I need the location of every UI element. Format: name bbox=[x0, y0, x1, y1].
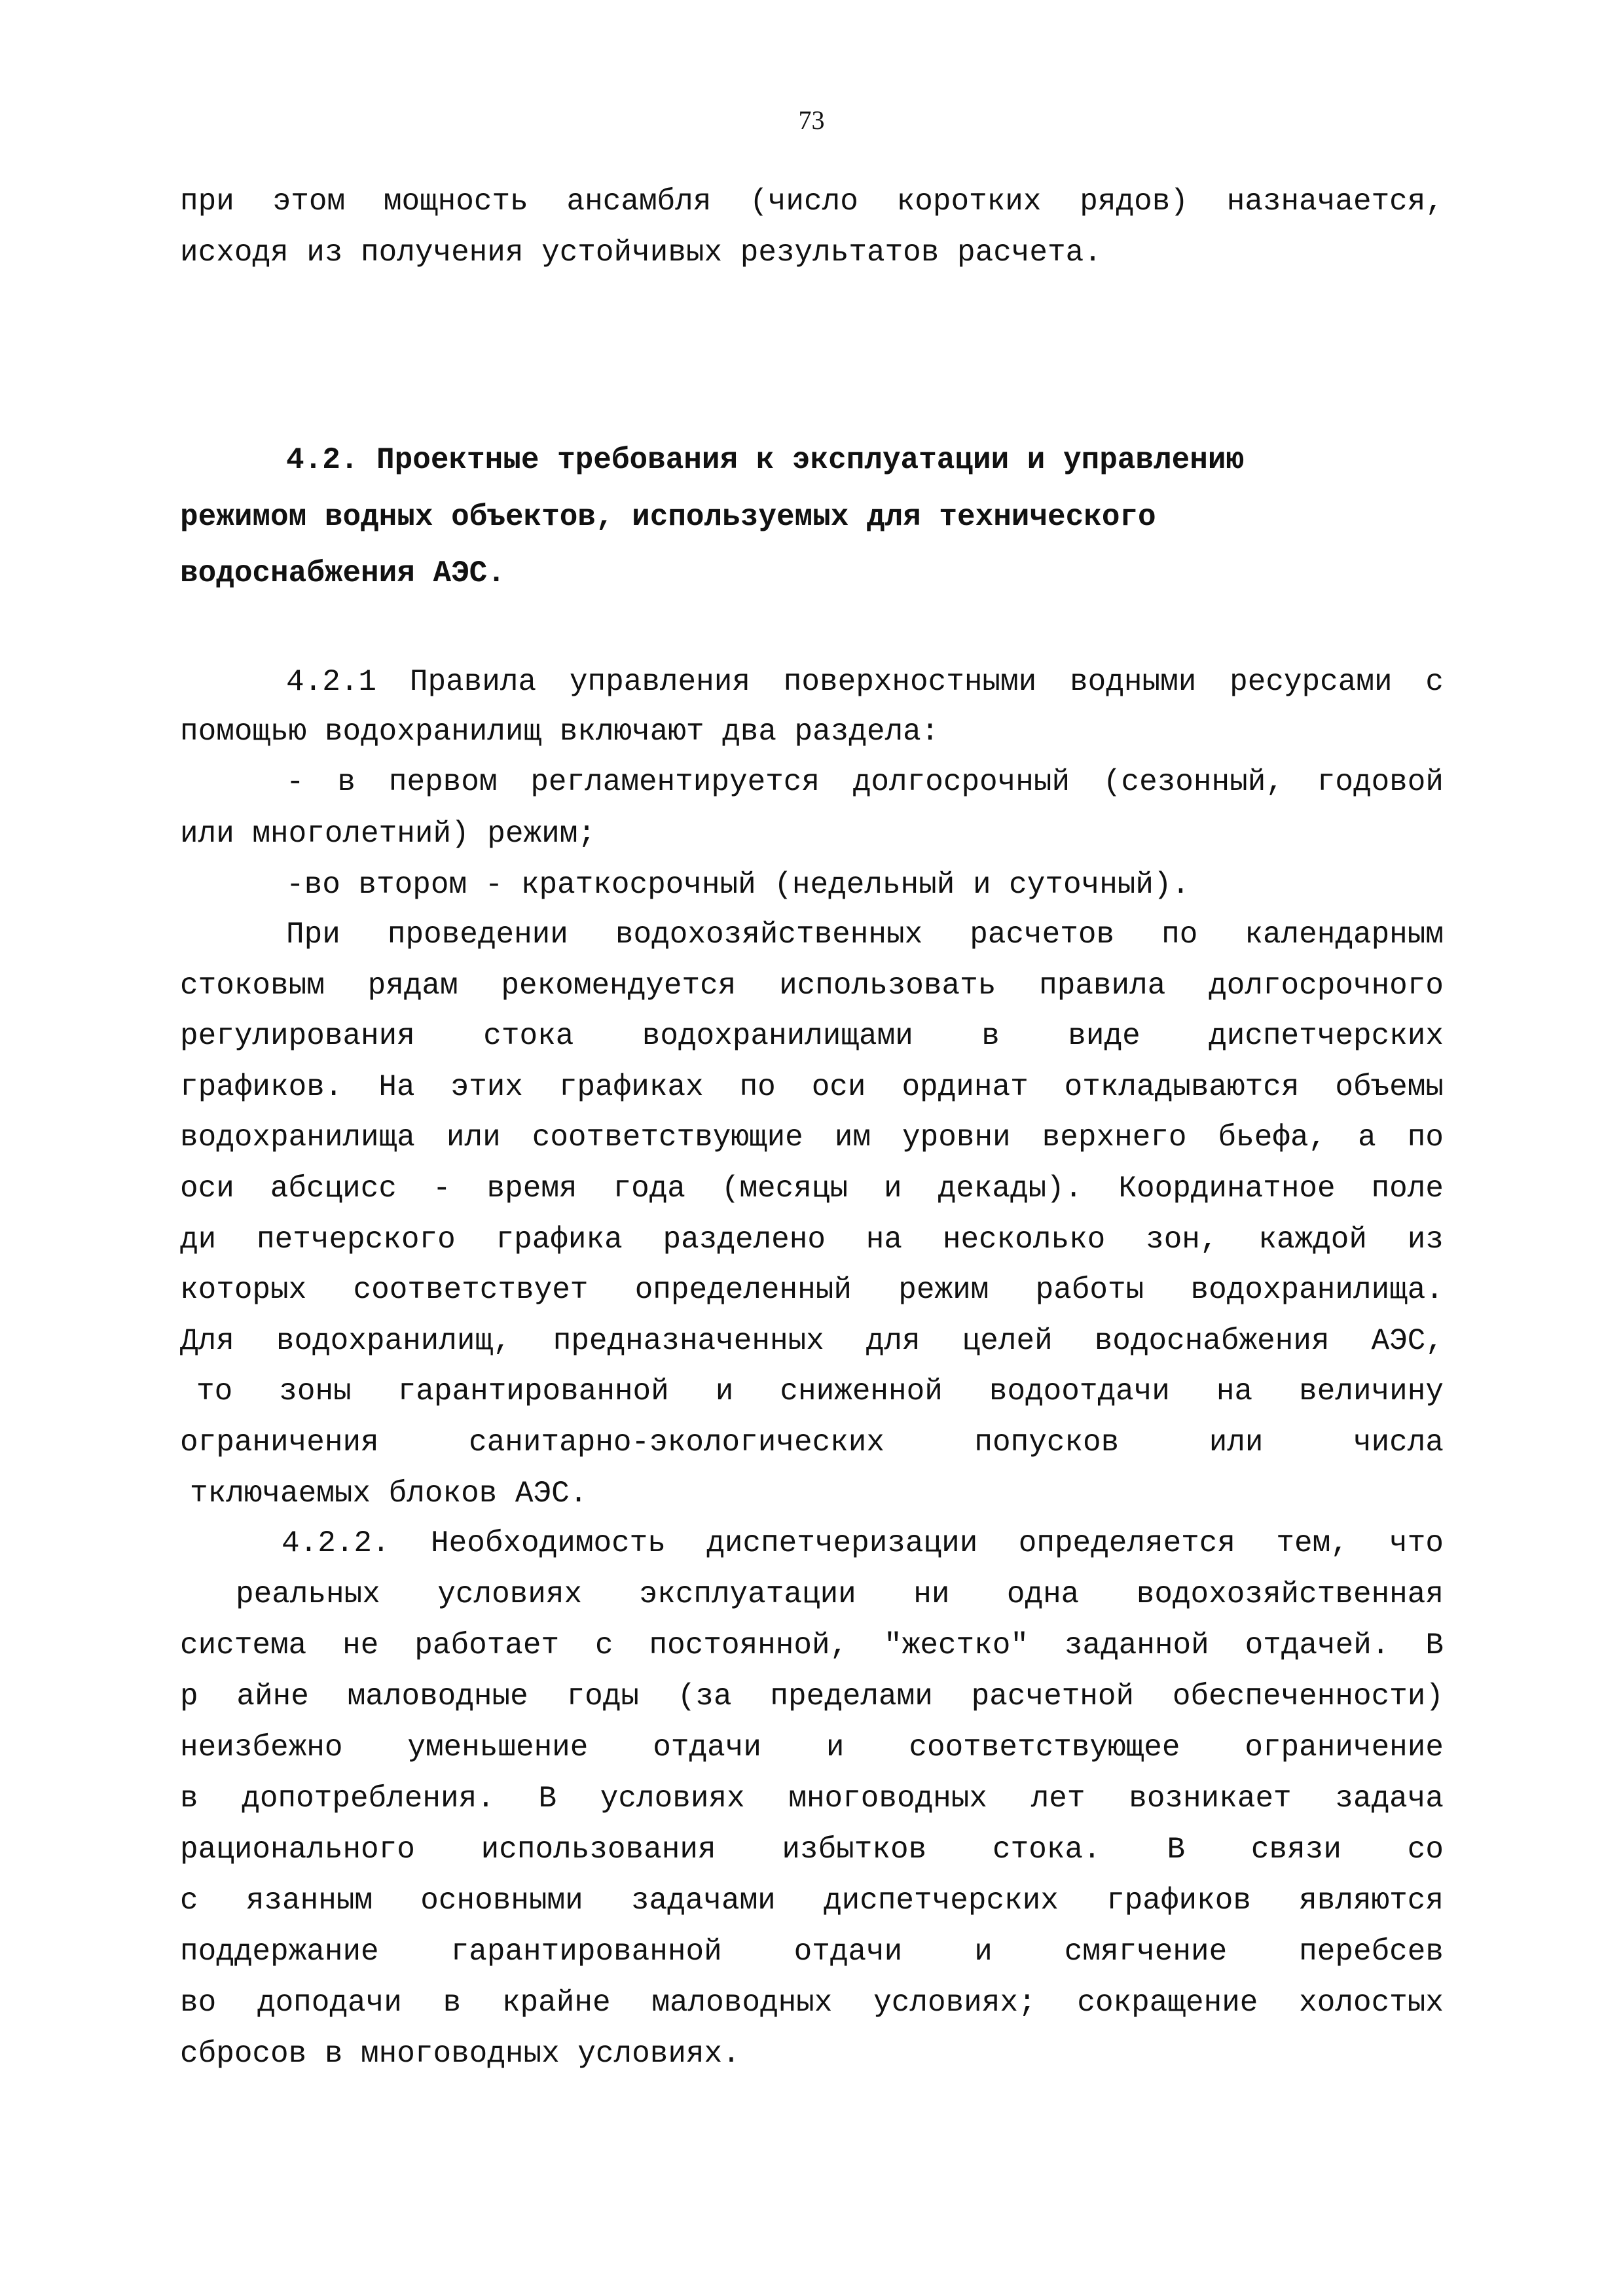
para-dispatch-line-4: графиков. На этих графиках по оси ординат откладываются объемы bbox=[180, 1070, 1444, 1104]
para-4-2-2-line-7: рационального использования избытков стока. В связи со bbox=[180, 1833, 1444, 1867]
para-dispatch-line-2: стоковым рядам рекомендуется использовать правила долгосрочного bbox=[180, 969, 1444, 1003]
para-4-2-2-line-5: неизбежно уменьшение отдачи и соответствующее ограничение bbox=[180, 1731, 1444, 1765]
para-4-2-2-line-8: с язанным основными задачами диспетчерских графиков являются bbox=[180, 1884, 1444, 1918]
para-dispatch-line-11: ограничения санитарно-экологических попусков или числа bbox=[180, 1426, 1444, 1460]
para-4-2-1-line-1: 4.2.1 Правила управления поверхностными водными ресурсами с bbox=[286, 665, 1444, 699]
para-dispatch-line-5: водохранилища или соответствующие им уровни верхнего бьефа, а по bbox=[180, 1121, 1444, 1155]
para-4-2-2-line-9: поддержание гарантированной отдачи и смягчение перебсев bbox=[180, 1935, 1444, 1969]
para-dispatch-line-10: то зоны гарантированной и сниженной водоотдачи на величину bbox=[196, 1374, 1444, 1408]
intro-line-1: при этом мощность ансамбля (число коротких рядов) назначается, bbox=[180, 185, 1444, 219]
para-dispatch-line-12: тключаемых блоков АЭС. bbox=[190, 1477, 588, 1511]
para-dispatch-line-6: оси абсцисс - время года (месяцы и декады). Координатное поле bbox=[180, 1172, 1444, 1206]
para-4-2-1-line-4: или многолетний) режим; bbox=[180, 817, 596, 851]
para-4-2-1-line-3: - в первом регламентируется долгосрочный (сезонный, годовой bbox=[286, 765, 1444, 799]
para-dispatch-line-1: При проведении водохозяйственных расчетов по календарным bbox=[286, 918, 1444, 952]
section-heading-line-2: режимом водных объектов, используемых для технического bbox=[180, 500, 1156, 534]
section-heading-line-3: водоснабжения АЭС. bbox=[180, 556, 505, 590]
para-dispatch-line-8: которых соответствует определенный режим работы водохранилища. bbox=[180, 1273, 1444, 1307]
para-4-2-2-line-1: 4.2.2. Необходимость диспетчеризации определяется тем, что bbox=[282, 1526, 1444, 1560]
para-4-2-2-line-11: сбросов в многоводных условиях. bbox=[180, 2037, 740, 2071]
para-4-2-2-line-3: система не работает с постоянной, "жестко" заданной отдачей. В bbox=[180, 1628, 1444, 1662]
para-dispatch-line-7: ди петчерского графика разделено на несколько зон, каждой из bbox=[180, 1223, 1444, 1257]
para-4-2-1-line-5: -во втором - краткосрочный (недельный и суточный). bbox=[286, 868, 1190, 902]
para-dispatch-line-9: Для водохранилищ, предназначенных для целей водоснабжения АЭС, bbox=[180, 1324, 1444, 1358]
para-4-2-2-line-4: р айне маловодные годы (за пределами расчетной обеспеченности) bbox=[180, 1679, 1444, 1713]
para-4-2-2-line-6: в допотребления. В условиях многоводных лет возникает задача bbox=[180, 1782, 1444, 1816]
intro-line-2: исходя из получения устойчивых результатов расчета. bbox=[180, 236, 1102, 270]
page-number: 73 bbox=[798, 105, 825, 135]
section-heading-line-1: 4.2. Проектные требования к эксплуатации и управлению bbox=[286, 443, 1245, 477]
para-4-2-1-line-2: помощью водохранилищ включают два раздела: bbox=[180, 715, 939, 749]
para-4-2-2-line-2: реальных условиях эксплуатации ни одна водохозяйственная bbox=[236, 1577, 1444, 1611]
para-dispatch-line-3: регулирования стока водохранилищами в виде диспетчерских bbox=[180, 1019, 1444, 1053]
para-4-2-2-line-10: во доподачи в крайне маловодных условиях; сокращение холостых bbox=[180, 1986, 1444, 2020]
